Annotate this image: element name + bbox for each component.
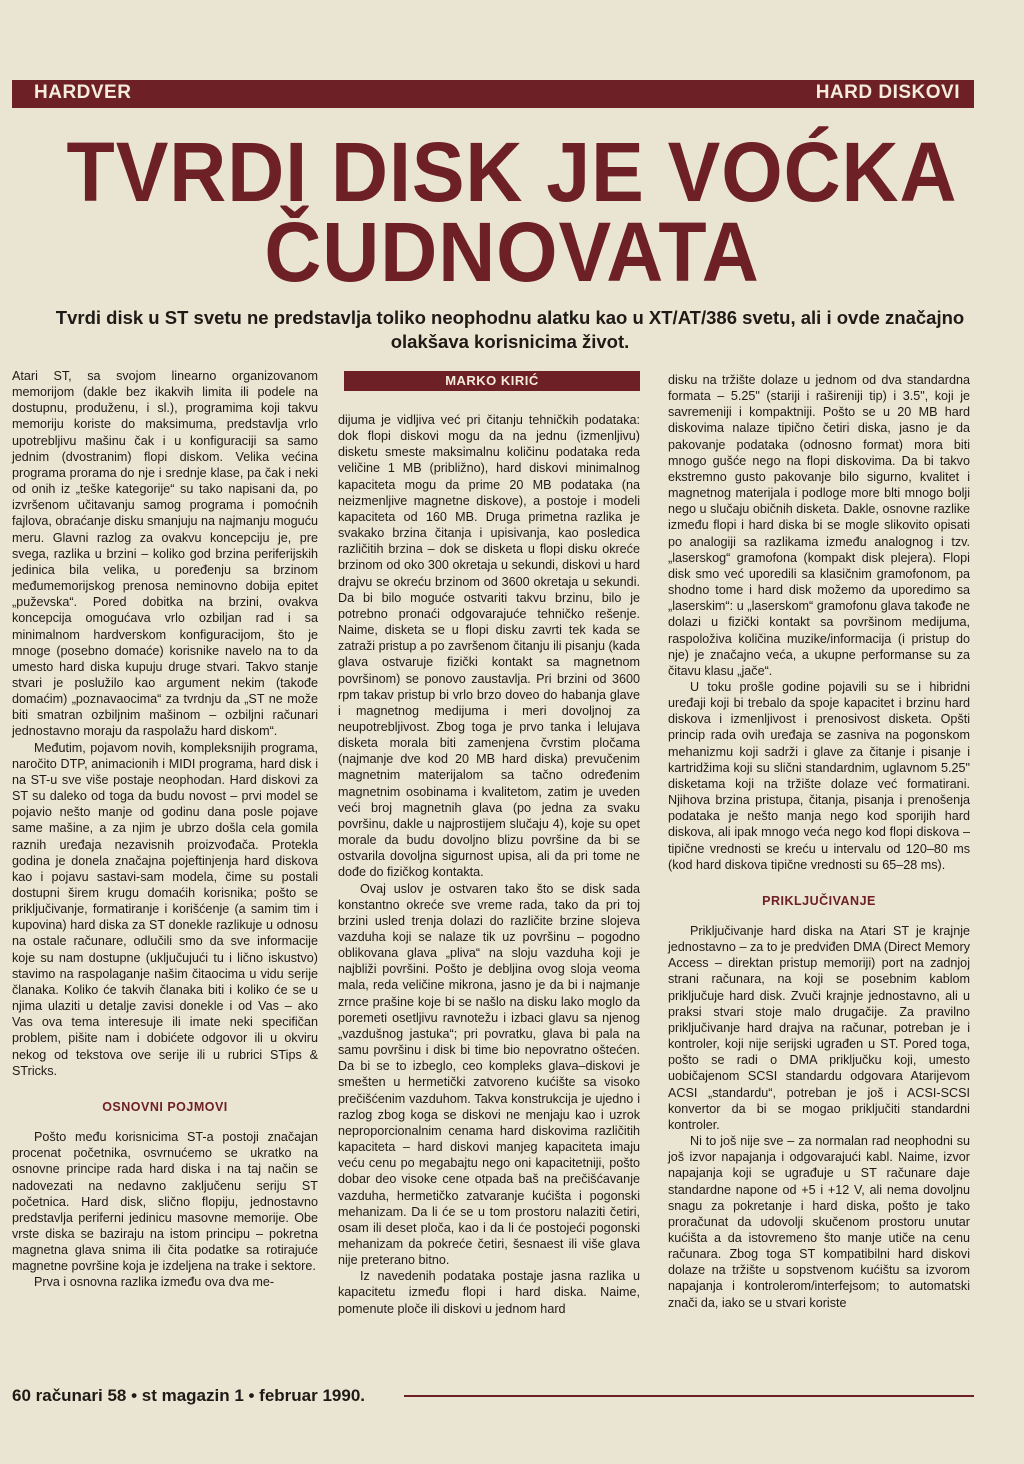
column-3 xyxy=(668,372,970,1311)
column-2 xyxy=(338,412,640,1317)
col1-paragraph-1: Atari ST, sa svojom linearno organizovanom memorijom (dakle bez ikakvih limita ili podele na dostupnu, produženu, i sl.), programima koji takvu memoriju koriste do maksimuma, predstavlja vrlo upotrebljivu mašinu čak i u konfiguraciji sa samo jednim (dvostranim) flopi diskom. Velika većina programa prorama do nje i srednje klase, pa čak i neki od onih iz „teške kategorije“ su tako napisani da, po izvršenom učitavanju samog programa i pomoćnih fajlova, obraćanje disku smanjuju na najmanju moguću meru. Glavni razlog za ovakvu koncepciju je, pre svega, razlika u brzini – koliko god brzina periferijskih jedinica bila velika, u poređenju sa brzinom međumemorijskog prenosa neminovno dobija epitet „puževska“. Pored dobitka na brzini, ovakva koncepcija omogućava vrlo ozbiljan rad i sa minimalnom hardverskom konfiguracijom, što je mnoge (posebno domaće) korisnike navelo na to da umesto hard diska kupuju druge stvari. Takvo stanje stvari je poslužilo kao argument nekim (takođe domaćim) „poznavaocima“ za tvrdnju da „ST ne može biti smatran ozbiljnim mašinom – ozbiljni računari jednostavno moraju da raspolažu hard diskom“. xyxy=(12,369,318,739)
headline-line-2: ČUDNOVATA xyxy=(264,205,760,299)
col2-paragraph-2: Ovaj uslov je ostvaren tako što se disk sada konstantno okreće sve vreme rada, tako da pri toj brzini usled trenja dolazi do različite brzine slojeva vazduha koji se nalaze tik uz površinu – pogodno oblikovana glava „pliva“ na sloju vazduha koji je najbliži površini. Pošto je debljina ovog sloja veoma mala, reda veličine mikrona, jasno je da bi i najmanje zrnce prašine koje bi se našlo na disku lako moglo da poremeti osetljivu ravnotežu i izbaci glavu sa njenog „vazdušnog jastuka“; pri povratku, glava bi pala na samu površinu i disk bi time bio nepovratno oštećen. Da bi se to izbeglo, ceo kompleks glava–diskovi je smešten u hermetički zatvoreno kućište sa visoko prečišćenim vazduhom. Takva konstrukcija je ujedno i razlog zbog koga se diskovi ne menjaju kao i uzrok neproporcionalnim cenama hard diskovima različitih kapaciteta – hard diskovi manjeg kapaciteta imaju veću cenu po megabajtu nego oni kapacitetniji, pošto dobar deo visoke cene otpada baš na prečišćavanje vazduha, hermetičko zatvaranje kućišta i pogonski mehanizam. Da li će se u tom prostoru nalaziti četiri, osam ili deset ploča, kao i da li će postojeći pogonski mehanizam da pokreće četiri, šesnaest ili više glava nije preterano bitno. xyxy=(338,881,640,1268)
author-byline: MARKO KIRIĆ xyxy=(344,371,640,391)
column-1 xyxy=(12,368,318,1291)
section-label-right: HARD DISKOVI xyxy=(815,82,960,103)
footer-rule xyxy=(404,1395,974,1397)
col3-paragraph-4: Ni to još nije sve – za normalan rad neophodni su još izvor napajanja i odgovarajući kabl. Naime, izvor napajanja koji se ugrađuje u ST računare daje standardne napone od +5 i +12 V, ali nema dovoljnu snagu za pokretanje i hard diska, pošto je tako proračunat da udovolji skučenom prostoru unutar kućišta a da istovremeno što manje utiče na cenu računara. Zbog toga ST kompatibilni hard diskovi dolaze na tržište u sopstvenom kućištu sa izvorom napajanja i kontrolerom/interfejsom; to automatski znači da, iako se u stvari koriste xyxy=(668,1134,970,1310)
section-label-left: HARDVER xyxy=(34,82,132,103)
article-deck: Tvrdi disk u ST svetu ne predstavlja toliko neophodnu alatku kao u XT/AT/386 svetu, ali i ovde značajno olakšava korisnicima život. xyxy=(55,307,965,352)
col3-paragraph-1: disku na tržište dolaze u jednom od dva standardna formata – 5.25" (stariji i rašireniji tip) i 3.5", koji je savremeniji i kompaktniji. Pošto se u 20 MB hard diskovima nalaze tipično četiri diska, jasno je da pakovanje podataka (odnosno format) mora biti mnogo gušće nego na flopi diskovima. Da bi takvo ekstremno gusto pakovanje bilo sigurno, kvalitet i magnetnog materijala i podloge more blti mnogo bolji nego u slučaju običnih disketa. Dakle, osnovne razlike između flopi i hard diska bi se mogle slikovito opisati po analogiji sa razlikama između analognog i tzv. „laserskog“ gramofona (kompakt disk plejera). Flopi disk smo već uporedili sa klasičnim gramofonom, pa shodno tome i hard disk možemo da uporedimo sa „laserskim“: u „laserskom“ gramofonu glava takođe ne dolazi u fizički kontakt sa površinom medijuma, raspoloživa količina muzike/informacija (i pristup do nje) je značajno veća, a ukupne performanse su za čitavu klasu „jače“. xyxy=(668,373,970,678)
subhead-osnovni-pojmovi: OSNOVNI POJMOVI xyxy=(102,1099,228,1114)
col2-paragraph-1: dijuma je vidljiva već pri čitanju tehničkih podataka: dok flopi diskovi mogu da na jednu (izmenljivu) disketu smeste maksimalnu količinu podataka reda veličine 1 MB (približno), hard diskovi minimalnog kapaciteta mogu da prime 20 MB podataka (na neizmenljive magnetne diskove), a postoje i modeli kapaciteta od 160 MB. Druga primetna razlika je svakako brzina čitanja i upisivanja, kao posledica različitih brzina – dok se disketa u flopi disku okreće brzinom od oko 300 okretaja u sekundi, diskovi u hard drajvu se okreću brzinom od 3600 okretaja u sekundi. Da bi bilo moguće ostvariti takvu brzinu, bilo je potrebno pronaći odgovarajuće tehničko rešenje. Naime, disketa se u flopi disku zavrti tek kada se zatraži pristup a po završenom čitanju ili pisanju (kada glava ostvaruje fizički kontakt sa magnetnom površinom) se ponovo zaustavlja. Pri brzini od 3600 rpm takav pristup bi vrlo brzo doveo do habanja glave i magnetnog medijuma i meri dovoljnoj za neupotrebljivost. Zbog toga je prvo tanka i lelujava disketa morala biti zamenjena čvrstim pločama (najmanje dve kod 20 MB hard diska) prevučenim magnetnim materijalom sa tačno određenim magnetnim osobinama i kvalitetom, zatim je uveden veći broj magnetnih glava (po jedna za svaku površinu, dakle u najprostijem slučaju 4), koje su opet morale da budu dovoljno blizu površine da bi se ostvarila dovoljna sigurnost upisa, ali da pri tome ne dođe do fizičkog kontakta. xyxy=(338,413,640,880)
col3-paragraph-3: Priključivanje hard diska na Atari ST je krajnje jednostavno – za to je predviđen DMA (Direct Memory Access – direktan pristup memoriji) port na zadnjoj strani računara, na koji se posebnim kablom priključuje hard disk. Zvuči krajnje jednostavno, ali u praksi stvari stoje malo drugačije. Za pravilno priključivanje hard drajva na računar, potreban je i kontroler, koji nije serijski ugrađen u ST. Pored toga, pošto se radi o DMA priključku koji, umesto uobičajenom SCSI standardu odgovara Atarijevom ACSI „standardu“, potreban je još i ACSI-SCSI konvertor da bi se mogao priključiti standardni kontroler. xyxy=(668,924,970,1132)
section-header-band xyxy=(12,80,974,108)
col1-paragraph-4: Prva i osnovna razlika između ova dva me- xyxy=(34,1275,275,1290)
headline-line-1: TVRDI DISK JE VOĆKA xyxy=(66,125,958,219)
subhead-prikljucivanje: PRIKLJUČIVANJE xyxy=(762,893,876,908)
col1-paragraph-3: Pošto među korisnicima ST-a postoji značajan procenat početnika, osvrnućemo se ukratko na osnovne principe rada hard diska i na taj način se nadovezati na nedavno zaključenu seriju ST početnica. Hard disk, slično flopiju, jednostavno predstavlja periferni jedinicu masovne memorije. Obe vrste diska se baziraju na istom principu – pokretna magnetna glava snima ili čita podatke sa rotirajuće magnetne površine koja je izdeljena na trake i sektore. xyxy=(12,1130,318,1274)
col2-paragraph-3: Iz navedenih podataka postaje jasna razlika u kapacitetu između flopi i hard diska. Naime, pomenute ploče ili diskovi u jednom hard xyxy=(338,1269,640,1316)
col3-paragraph-2: U toku prošle godine pojavili su se i hibridni uređaji koji bi trebalo da spoje kapacitet i brzinu hard diskova i izmenljivost i prenosivost disketa. Opšti princip rada ovih uređaja se zasniva na pogonskom mehanizmu koji sadrži i glave za čitanje i pisanje i kartridžima koji su slični standardnim, uglavnom 5.25" disketama koji na tržište dolaze već formatirani. Njihova brzina pristupa, čitanja, pisanja i prenošenja podataka je nešto manja nego kod sporijih hard diskova, ali ipak mnogo veća nego kod flopi diskova – tipične vrednosti se kreću u intervalu od 120–80 ms (kod hard diskova tipične vrednosti su 65–28 ms). xyxy=(668,679,970,872)
page-footer: 60 računari 58 • st magazin 1 • februar 1990. xyxy=(12,1386,366,1405)
col1-paragraph-2: Međutim, pojavom novih, kompleksnijih programa, naročito DTP, animacionih i MIDI programa, hard disk i na ST-u sve više postaje neophodan. Hard diskovi za ST su daleko od toga da budu novost – prvi model se pojavio nešto manje od godinu dana posle pojave same mašine, a za njim je ubrzo došla cela gomila raznih uređaja nezavisnih proizvođača. Protekla godina je donela značajna pojeftinjenja hard diskova kao i pojavu sastavi-sam modela, čime su postali dostupni širem krugu domaćih korisnika; pošto se priključivanje, formatiranje i korišćenje (a samim tim i kupovina) hard diska za ST donekle razlikuje u odnosu na ostale računare, odlučili smo da sve informacije koje su nam dostupne (uključujući tu i lično iskustvo) stavimo na raspolaganje našim čitaocima u vidu serije članaka. Koliko će takvih članaka biti i koliko će se u njima ulaziti u detalje zavisi donekle i od Vas – ako Vas ova tema interesuje ili imate neki specifičan problem, pišite nam i dobićete odgovor ili u okviru nekog od tekstova ove serije ili u rubrici STips & STricks. xyxy=(12,740,318,1078)
